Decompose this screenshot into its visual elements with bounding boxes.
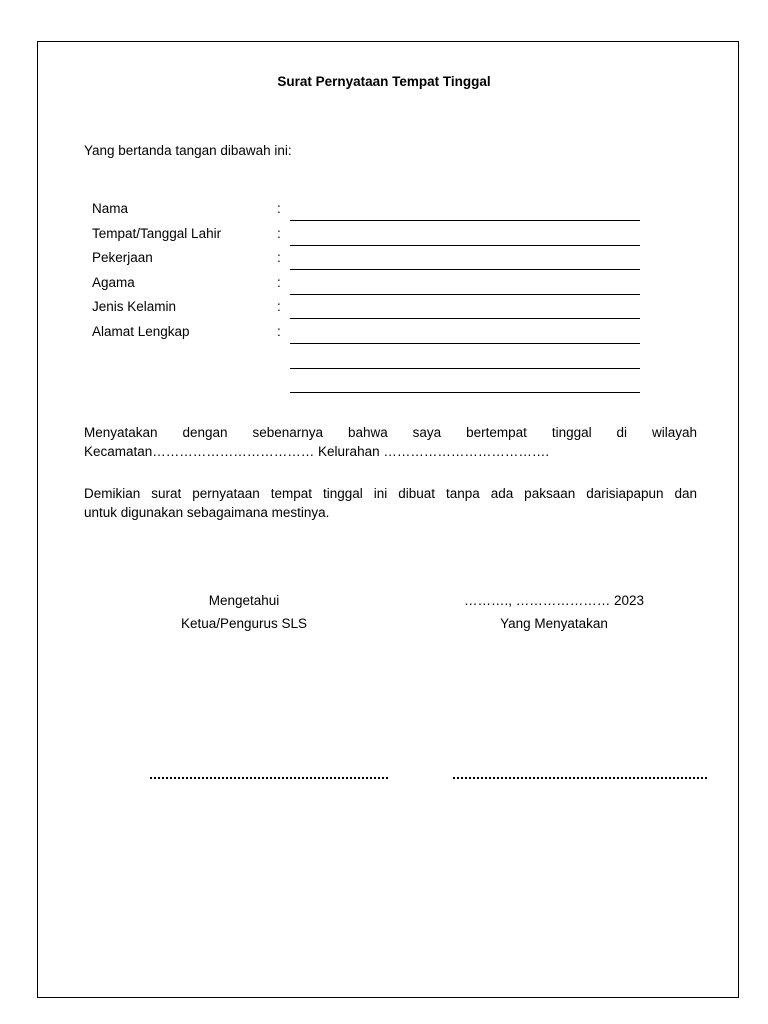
field-line-alamat-lengkap-3[interactable] (290, 392, 640, 393)
field-label-nama: Nama (92, 201, 129, 216)
field-line-alamat-lengkap-2[interactable] (290, 368, 640, 369)
signature-right-role: Yang Menyatakan (500, 616, 608, 631)
field-line-jenis-kelamin[interactable] (290, 318, 640, 319)
statement-line-2: Kecamatan……………………………… Kelurahan ………………………………. (84, 444, 550, 459)
field-line-alamat-lengkap-1[interactable] (290, 343, 640, 344)
field-line-agama[interactable] (290, 294, 640, 295)
signature-line-right[interactable] (453, 777, 707, 779)
field-label-alamat-lengkap: Alamat Lengkap (92, 324, 190, 339)
field-colon: : (277, 250, 281, 265)
field-label-pekerjaan: Pekerjaan (92, 250, 153, 265)
field-colon: : (277, 299, 281, 314)
field-label-jenis-kelamin: Jenis Kelamin (92, 299, 177, 314)
intro-text: Yang bertanda tangan dibawah ini: (84, 143, 292, 158)
field-colon: : (277, 201, 281, 216)
field-label-tempat-tanggal-lahir: Tempat/Tanggal Lahir (92, 226, 222, 241)
field-colon: : (277, 324, 281, 339)
field-colon: : (277, 275, 281, 290)
closing-paragraph (84, 484, 697, 522)
field-label-agama: Agama (92, 275, 135, 290)
signature-left-role: Ketua/Pengurus SLS (180, 616, 308, 631)
signature-right-date: ………., ………………… 2023 (463, 593, 645, 608)
field-colon: : (277, 226, 281, 241)
signature-line-left[interactable] (150, 777, 388, 779)
statement-paragraph (84, 423, 697, 461)
field-line-pekerjaan[interactable] (290, 269, 640, 270)
signature-left-heading: Mengetahui (208, 593, 280, 608)
document-title: Surat Pernyataan Tempat Tinggal (277, 74, 491, 89)
statement-line-1: Menyatakan dengan sebenarnya bahwa saya bertempat tinggal di wilayah (84, 425, 697, 440)
field-line-tempat-tanggal-lahir[interactable] (290, 245, 640, 246)
field-line-nama[interactable] (290, 220, 640, 221)
closing-line-2: untuk digunakan sebagaimana mestinya. (84, 505, 330, 520)
closing-line-1: Demikian surat pernyataan tempat tinggal ini dibuat tanpa ada paksaan darisiapapun dan (84, 486, 697, 501)
